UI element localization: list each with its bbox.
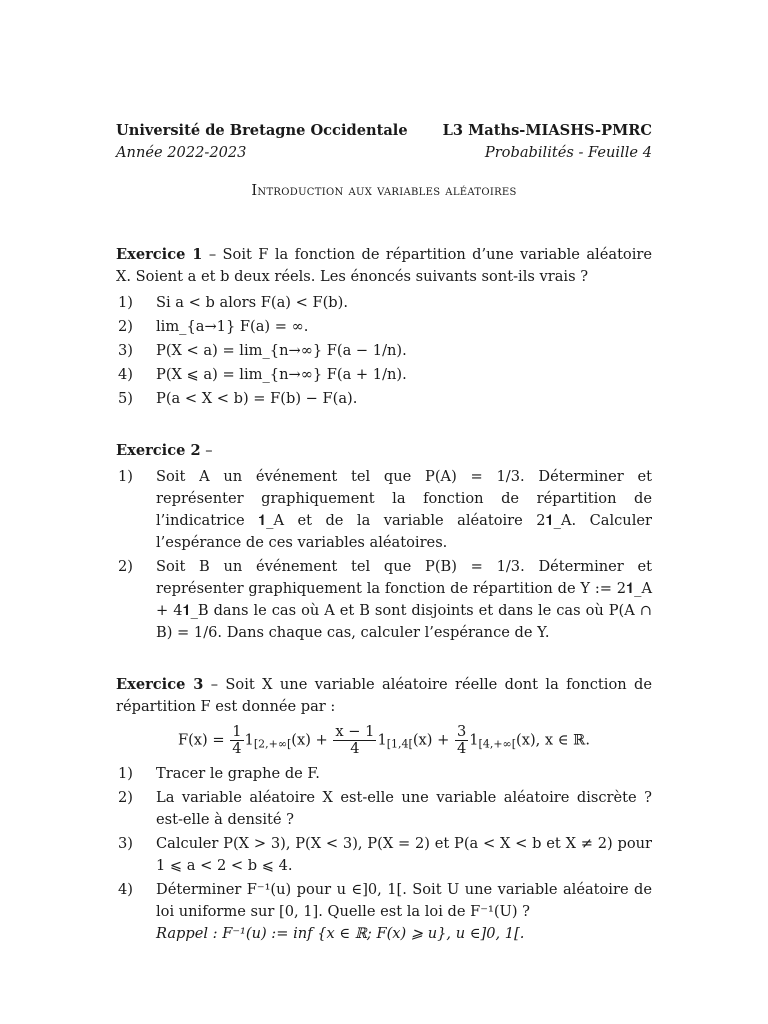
header-bottom-row <box>116 142 652 164</box>
indicator-1-arg: (x) + <box>291 731 333 749</box>
question-number: 1) <box>118 294 133 311</box>
indicator-3: 1 <box>469 731 479 749</box>
exercise-2-label: Exercice 2 <box>116 442 201 459</box>
question-text: P(X ⩽ a) = lim_{n→∞} F(a + 1/n). <box>156 366 407 383</box>
question-number: 2) <box>118 318 133 335</box>
indicator-2-arg: (x) + <box>412 731 454 749</box>
exercise-1-label: Exercice 1 <box>116 246 203 263</box>
page-title: Introduction aux variables aléatoires <box>251 182 517 199</box>
university-name: Université de Bretagne Occidentale <box>116 122 408 139</box>
question-number: 3) <box>118 342 133 359</box>
exercise-3-intro: – Soit X une variable aléatoire réelle dont la fonction de répartition F est donnée par : <box>116 676 652 715</box>
fraction-denominator: 4 <box>350 740 360 757</box>
exercise-3-label: Exercice 3 <box>116 676 204 693</box>
exercise-2-questions <box>116 466 652 644</box>
fraction-numerator: x − 1 <box>335 723 375 740</box>
distribution-formula <box>116 724 652 757</box>
indicator-3-arg: (x), x ∈ ℝ. <box>516 731 590 749</box>
question-text: La variable aléatoire X est-elle une variable aléatoire discrète ? est-elle à densité ? <box>156 789 652 828</box>
question-text <box>156 879 652 945</box>
question-text: Soit A un événement tel que P(A) = 1/3. Déterminer et représenter graphiquement la fonction de répartition de l’indicatrice 𝟏_A et de la variable aléatoire 2𝟏_A. Calculer l’espérance de ces variables aléatoires. <box>156 468 652 551</box>
fraction-numerator: 3 <box>456 723 467 740</box>
course-name: L3 Maths-MIASHS-PMRC <box>442 122 652 139</box>
question-text: P(X < a) = lim_{n→∞} F(a − 1/n). <box>156 342 407 359</box>
question-text: lim_{a→1} F(a) = ∞. <box>156 318 309 335</box>
exercise-2-intro: – <box>200 442 213 459</box>
question-number: 4) <box>118 366 133 383</box>
exercise-2-statement <box>116 440 652 462</box>
question-number: 3) <box>118 835 133 852</box>
exercise-3-questions <box>116 763 652 945</box>
question-number: 5) <box>118 390 133 407</box>
question-item <box>116 879 652 945</box>
question-number: 2) <box>118 558 133 575</box>
question-item <box>116 833 652 877</box>
exercise-1-questions <box>116 292 652 410</box>
exercise-3 <box>116 674 652 945</box>
academic-year: Année 2022-2023 <box>116 144 247 161</box>
indicator-1-interval: [2,+∞[ <box>253 737 292 751</box>
question-main-text: Déterminer F⁻¹(u) pour u ∈]0, 1[. Soit U une variable aléatoire de loi uniforme sur [0, 1]. Quelle est la loi de F⁻¹(U) ? <box>156 881 652 920</box>
question-item <box>116 340 652 362</box>
sheet-name: Probabilités - Feuille 4 <box>484 144 652 161</box>
question-item <box>116 556 652 644</box>
fraction-denominator: 4 <box>456 740 467 757</box>
question-item <box>116 388 652 410</box>
fraction-denominator: 4 <box>232 740 242 757</box>
fraction-2 <box>333 724 376 757</box>
question-text: Tracer le graphe de F. <box>156 765 320 782</box>
reminder-text: Rappel : F⁻¹(u) := inf {x ∈ ℝ; F(x) ⩾ u}, u ∈]0, 1[. <box>156 925 525 942</box>
question-item <box>116 316 652 338</box>
question-number: 1) <box>118 468 133 485</box>
question-number: 4) <box>118 881 133 898</box>
question-number: 2) <box>118 789 133 806</box>
indicator-1: 1 <box>244 731 254 749</box>
exercise-2 <box>116 440 652 644</box>
question-text: Soit B un événement tel que P(B) = 1/3. Déterminer et représenter graphiquement la fonction de répartition de Y := 2𝟏_A + 4𝟏_B dans le cas où A et B sont disjoints et dans le cas où P(A ∩ B) = 1/6. Dans chaque cas, calculer l’espérance de Y. <box>156 558 652 641</box>
question-text: Calculer P(X > 3), P(X < 3), P(X = 2) et P(a < X < b et X ≠ 2) pour 1 ⩽ a < 2 < b ⩽ 4. <box>156 835 652 874</box>
question-item <box>116 763 652 785</box>
indicator-3-interval: [4,+∞[ <box>478 737 517 751</box>
exercise-1-statement <box>116 244 652 288</box>
question-item <box>116 364 652 386</box>
formula-lhs: F(x) = <box>177 731 230 749</box>
exercise-3-statement <box>116 674 652 718</box>
question-item <box>116 466 652 554</box>
question-item <box>116 292 652 314</box>
fraction-numerator: 1 <box>232 723 242 740</box>
fraction-3 <box>455 724 468 757</box>
question-text: P(a < X < b) = F(b) − F(a). <box>156 390 358 407</box>
question-item <box>116 787 652 831</box>
header-top-row <box>116 120 652 142</box>
question-number: 1) <box>118 765 133 782</box>
document-page <box>116 120 652 975</box>
exercise-1 <box>116 244 652 410</box>
indicator-2-interval: [1,4[ <box>386 737 413 751</box>
fraction-1 <box>230 724 243 757</box>
exercise-1-intro: – Soit F la fonction de répartition d’une variable aléatoire X. Soient a et b deux réels. Les énoncés suivants sont-ils vrais ? <box>116 246 652 285</box>
question-text: Si a < b alors F(a) < F(b). <box>156 294 348 311</box>
indicator-2: 1 <box>377 731 387 749</box>
